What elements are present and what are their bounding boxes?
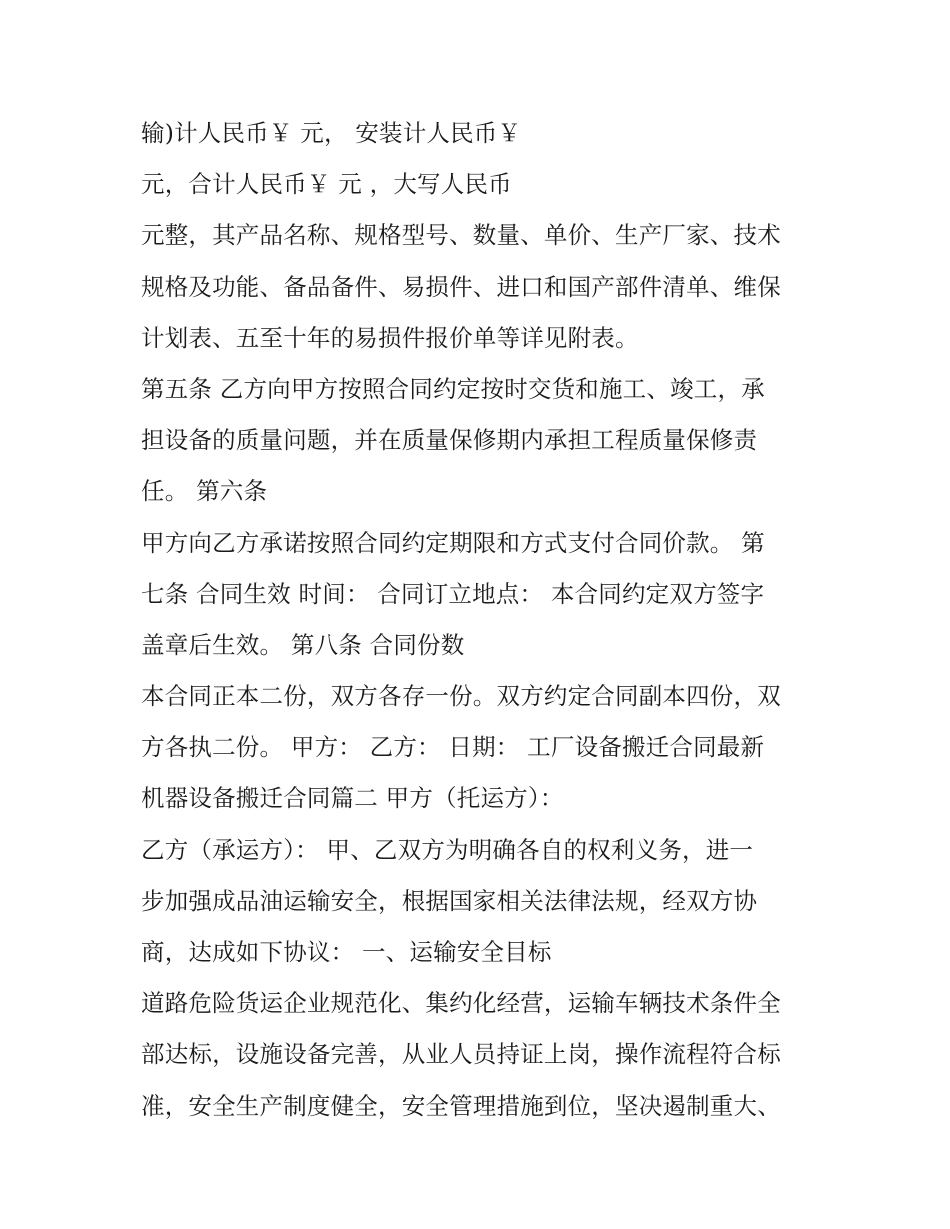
text-line: 七条 合同生效 时间： 合同订立地点： 本合同约定双方签字: [141, 579, 765, 608]
text-line: 元，合计人民币￥ 元 ，大写人民币: [141, 170, 512, 199]
text-line: 方各执二份。 甲方： 乙方： 日期： 工厂设备搬迁合同最新: [141, 733, 765, 762]
text-line: 乙方（承运方）： 甲、乙双方为明确各自的权利义务，进一: [141, 835, 754, 864]
text-line: 准，安全生产制度健全，安全管理措施到位，坚决遏制重大、: [141, 1091, 781, 1120]
text-line: 步加强成品油运输安全，根据国家相关法律法规，经双方协: [141, 886, 758, 915]
text-line: 规格及功能、备品备件、易损件、进口和国产部件清单、维保: [141, 272, 781, 301]
text-line: 第五条 乙方向甲方按照合同约定按时交货和施工、竣工，承: [141, 374, 765, 403]
text-line: 部达标，设施设备完善，从业人员持证上岗，操作流程符合标: [141, 1040, 781, 1069]
text-line: 甲方向乙方承诺按照合同约定期限和方式支付合同价款。 第: [141, 528, 765, 557]
text-line: 担设备的质量问题，并在质量保修期内承担工程质量保修责: [141, 426, 758, 455]
text-line: 商，达成如下协议： 一、运输安全目标: [141, 938, 552, 966]
text-line: 计划表、五至十年的易损件报价单等详见附表。: [141, 323, 639, 352]
text-line: 元整，其产品名称、规格型号、数量、单价、生产厂家、技术: [141, 221, 781, 250]
text-line: 盖章后生效。 第八条 合同份数: [141, 630, 465, 659]
contract-body-text: [141, 108, 831, 1132]
text-line: 机器设备搬迁合同篇二 甲方（托运方）：: [141, 784, 564, 813]
text-line: 道路危险货运企业规范化、集约化经营，运输车辆技术条件全: [141, 989, 781, 1018]
text-line: 本合同正本二份，双方各存一份。双方约定合同副本四份，双: [141, 682, 781, 711]
text-line: 任。 第六条: [141, 477, 268, 506]
text-line: 输)计人民币￥ 元， 安装计人民币￥: [141, 119, 522, 147]
